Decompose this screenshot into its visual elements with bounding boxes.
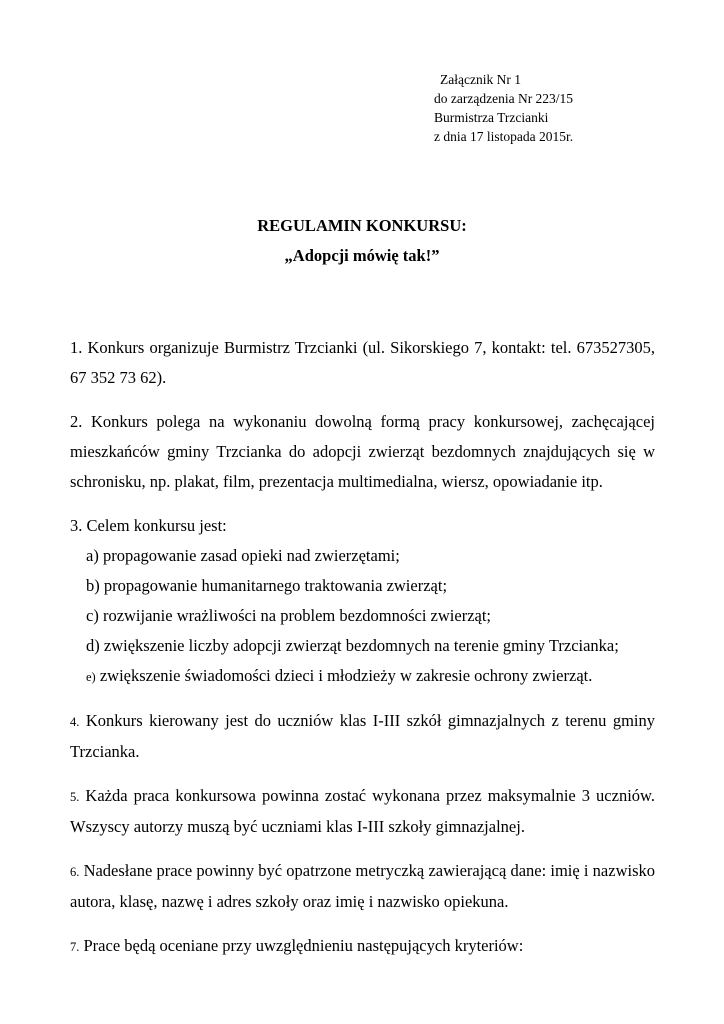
- paragraph-text: Konkurs organizuje Burmistrz Trzcianki (ul. Sikorskiego 7, kontakt: tel. 673527305, 67 352 73 62).: [70, 338, 655, 387]
- list-item-c: [70, 601, 655, 631]
- paragraph-text: Prace będą oceniane przy uwzględnieniu następujących kryteriów:: [83, 936, 524, 955]
- paragraph-number: 3.: [70, 516, 83, 535]
- list-letter: a): [86, 546, 99, 565]
- ordinance-date: z dnia 17 listopada 2015r.: [434, 129, 574, 144]
- attachment-number: Załącznik Nr 1: [440, 72, 521, 87]
- paragraph-number: 7.: [70, 940, 80, 954]
- list-item-a: [70, 541, 655, 571]
- paragraph-number: 1.: [70, 338, 83, 357]
- list-letter: e): [86, 670, 96, 684]
- list-text: propagowanie zasad opieki nad zwierzętami;: [102, 546, 400, 565]
- list-letter: b): [86, 576, 100, 595]
- paragraph-2: [70, 407, 655, 497]
- title-line-1: REGULAMIN KONKURSU:: [257, 216, 467, 235]
- list-letter: c): [86, 606, 99, 625]
- title-line-2: „Adopcji mówię tak!”: [284, 246, 440, 265]
- paragraph-number: 2.: [70, 412, 83, 431]
- paragraph-text: Celem konkursu jest:: [86, 516, 227, 535]
- list-item-b: [70, 571, 655, 601]
- list-item-d: [70, 631, 655, 661]
- paragraph-4: [70, 706, 655, 767]
- paragraph-text: Nadesłane prace powinny być opatrzone metryczką zawierającą dane: imię i nazwisko autora, klasę, nazwę i adres szkoły oraz imię i nazwisko opiekuna.: [70, 861, 655, 911]
- document-title: [0, 211, 724, 271]
- paragraph-3: [70, 511, 655, 692]
- list-text: propagowanie humanitarnego traktowania zwierząt;: [103, 576, 448, 595]
- paragraph-text: Każda praca konkursowa powinna zostać wykonana przez maksymalnie 3 uczniów. Wszyscy autorzy muszą być uczniami klas I-III szkoły gimnazjalnej.: [70, 786, 656, 836]
- ordinance-reference: do zarządzenia Nr 223/15: [434, 91, 574, 106]
- regulations-body: [70, 333, 655, 976]
- list-item-e: [70, 661, 655, 692]
- paragraph-number: 5.: [70, 790, 80, 804]
- list-text: rozwijanie wrażliwości na problem bezdomności zwierząt;: [102, 606, 492, 625]
- paragraph-6: [70, 856, 655, 917]
- paragraph-number: 4.: [70, 715, 80, 729]
- ordinance-issuer: Burmistrza Trzcianki: [434, 110, 549, 125]
- paragraph-7: [70, 931, 655, 962]
- attachment-header: [434, 70, 573, 146]
- paragraph-text: Konkurs polega na wykonaniu dowolną formą pracy konkursowej, zachęcającej mieszkańców gminy Trzcianka do adopcji zwierząt bezdomnych znajdujących się w schronisku, np. plakat, film, prezentacja multimedialna, wiersz, opowiadanie itp.: [70, 412, 655, 491]
- paragraph-number: 6.: [70, 865, 80, 879]
- paragraph-text: Konkurs kierowany jest do uczniów klas I-III szkół gimnazjalnych z terenu gminy Trzcianka.: [70, 711, 656, 761]
- paragraph-5: [70, 781, 655, 842]
- paragraph-1: [70, 333, 655, 393]
- list-text: zwiększenie liczby adopcji zwierząt bezdomnych na terenie gminy Trzcianka;: [103, 636, 619, 655]
- list-text: zwiększenie świadomości dzieci i młodzieży w zakresie ochrony zwierząt.: [99, 666, 593, 685]
- list-letter: d): [86, 636, 100, 655]
